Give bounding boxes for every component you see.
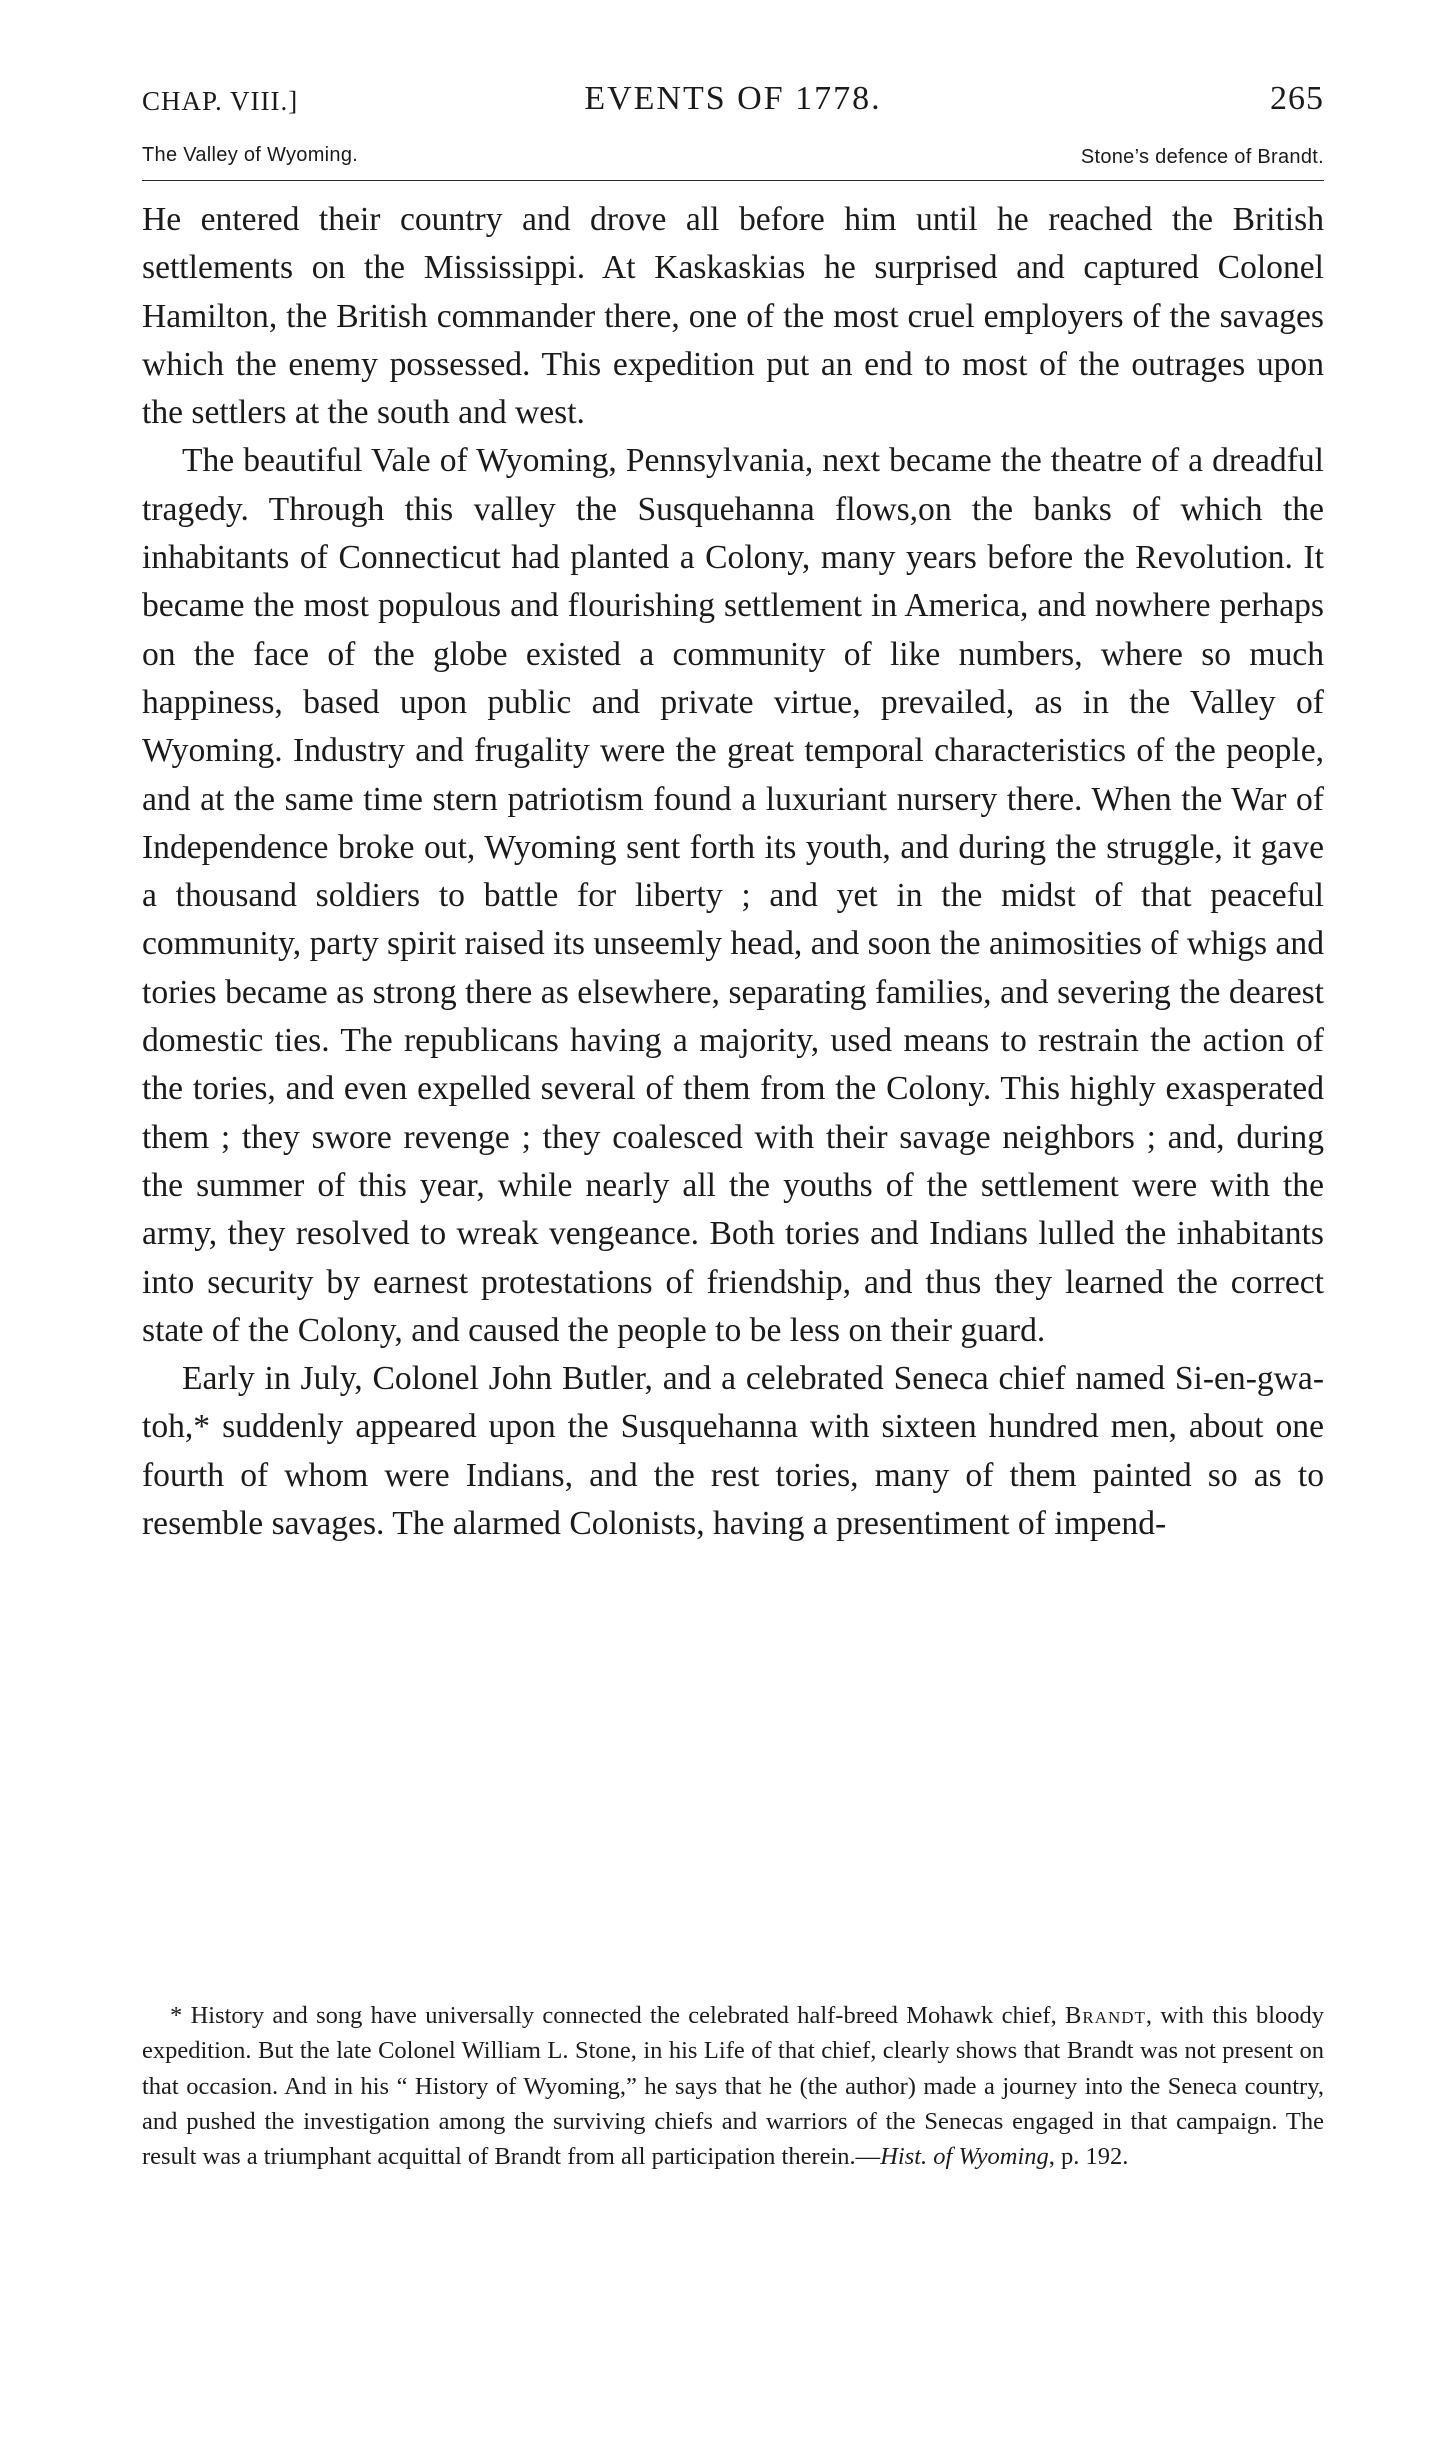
paragraph: Early in July, Colonel John Butler, and a celebrated Seneca chief named Si-en-gwa-toh,* suddenly appeared upon the Susquehanna with sixteen hundred men, about one fourth of whom were Indians, and the rest tories, many of them painted so as to resemble savages. The alarmed Colonists, having a presentiment of impend- [142,1360,1324,1543]
paragraph: He entered their country and drove all before him until he reached the British settlements on the Mississippi. At Kaskaskias he surprised and captured Colonel Hamilton, the British commander there, one of the most cruel employers of the savages which the enemy possessed. This expedition put an end to most of the outrages upon the settlers at the south and west. [142,201,1324,432]
header-rule [142,180,1324,181]
paragraph: The beautiful Vale of Wyoming, Pennsylvania, next became the theatre of a dreadful tragedy. Through this valley the Susquehanna flows,on the banks of which the inhabitants of Connecticut had planted a Colony, many years before the Revolution. It became the most populous and flourishing settlement in America, and nowhere perhaps on the face of the globe existed a community of like numbers, where so much happiness, based upon public and private virtue, prevailed, as in the Valley of Wyoming. Industry and frugality were the great temporal characteristics of the people, and at the same time stern patriotism found a luxuriant nursery there. When the War of Independence broke out, Wyoming sent forth its youth, and during the struggle, it gave a thousand soldiers to battle for liberty ; and yet in the midst of that peaceful community, party spirit raised its unseemly head, and soon the animosities of whigs and tories became as strong there as elsewhere, separating families, and severing the dearest domestic ties. The republicans having a majority, used means to restrain the action of the tories, and even expelled several of them from the Colony. This highly exasperated them ; they swore revenge ; they coalesced with their savage neighbors ; and, during the summer of this year, while nearly all the youths of the settlement were with the army, they resolved to wreak vengeance. Both tories and Indians lulled the inhabitants into security by earnest protestations of friendship, and thus they learned the correct state of the Colony, and caused the people to be less on their guard. [142,442,1324,1349]
right-subheading: Stone’s defence of Brandt. [1080,146,1324,168]
body-text [142,196,1324,1548]
footnote-lead: * History and song have universally connected the celebrated half-breed Mohawk chief, [170,2002,1066,2029]
running-head [142,80,1324,130]
footnote-name: Brandt [1065,2002,1146,2029]
left-subheading: The Valley of Wyoming. [142,144,359,166]
page-title: EVENTS OF 1778. [584,80,882,117]
subheadings [142,144,1324,174]
footnote-tail: , p. 192. [1048,2143,1129,2171]
book-page [142,0,1324,2437]
footnote [142,1998,1324,2174]
footnote-citation: Hist. of Wyoming [880,2143,1049,2171]
chapter-label: CHAP. VIII.] [142,86,299,116]
footnote-text [142,1998,1324,2174]
footnote-middle: , with this bloody expedition. But the late Colonel William L. Stone, in his Life of that chief, clearly shows that Brandt was not present on that occasion. And in his “ History of Wyoming,” he says that he (the author) made a journey into the Seneca country, and pushed the investigation among the surviving chiefs and warriors of the Senecas engaged in that campaign. The result was a triumphant acquittal of Brandt from all participation therein.— [142,2002,1324,2171]
page-number: 265 [1270,80,1324,117]
